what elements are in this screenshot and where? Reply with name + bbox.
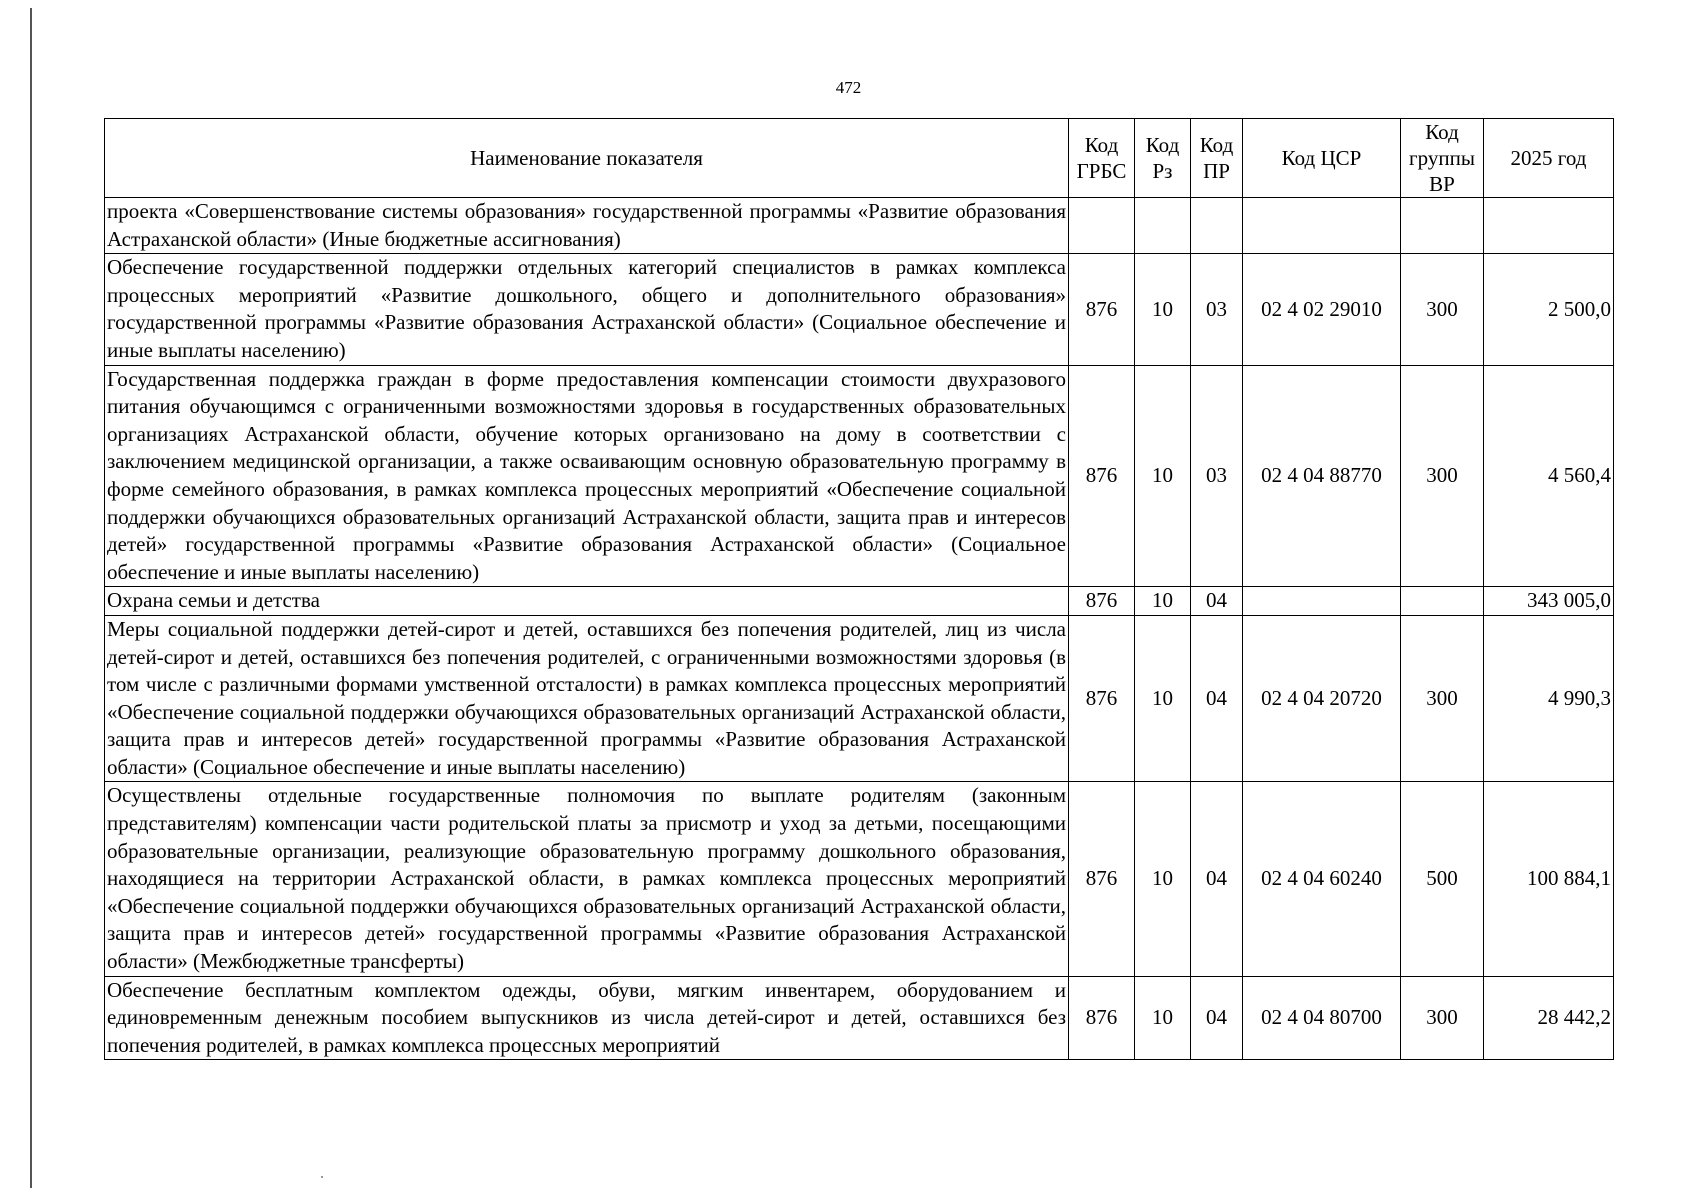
table-row [105,615,1614,782]
row-rz: 10 [1135,976,1191,1060]
row-rz: 10 [1135,365,1191,587]
table-row [105,254,1614,365]
row-rz: 10 [1135,615,1191,782]
row-pr: 04 [1191,976,1243,1060]
scan-speck [321,1176,323,1178]
row-name: Обеспечение бесплатным комплектом одежды, обуви, мягким инвентарем, оборудованием и единовременным денежным пособием выпускников из числа детей-сирот и детей, оставшихся без попечения родителей, в рамках комплекса процессных мероприятий [105,976,1069,1060]
row-sum: 28 442,2 [1484,976,1614,1060]
row-pr: 04 [1191,615,1243,782]
row-pr: 04 [1191,782,1243,976]
row-vr: 300 [1401,254,1484,365]
row-sum: 343 005,0 [1484,587,1614,616]
header-grbs: Код ГРБС [1069,119,1135,198]
row-name: Осуществлены отдельные государственные полномочия по выплате родителям (законным представителям) компенсации части родительской платы за присмотр и уход за детьми, посещающими образовательные организации, реализующие образовательную программу дошкольного образования, находящиеся на территории Астраханской области, в рамках комплекса процессных мероприятий «Обеспечение социальной поддержки обучающихся образовательных организаций Астраханской области, защита прав и интересов детей» государственной программы «Развитие образования Астраханской области» (Межбюджетные трансферты) [105,782,1069,976]
row-sum: 4 990,3 [1484,615,1614,782]
row-sum: 2 500,0 [1484,254,1614,365]
row-csr [1243,587,1401,616]
row-csr: 02 4 04 88770 [1243,365,1401,587]
page-number: 472 [835,78,862,97]
header-vr: Код группы ВР [1401,119,1484,198]
row-vr: 500 [1401,782,1484,976]
row-grbs: 876 [1069,587,1135,616]
row-csr: 02 4 04 80700 [1243,976,1401,1060]
row-vr: 300 [1401,365,1484,587]
row-rz: 10 [1135,782,1191,976]
row-csr [1243,198,1401,254]
row-sum: 4 560,4 [1484,365,1614,587]
row-grbs: 876 [1069,782,1135,976]
row-grbs: 876 [1069,976,1135,1060]
row-csr: 02 4 04 20720 [1243,615,1401,782]
row-csr: 02 4 04 60240 [1243,782,1401,976]
row-vr [1401,587,1484,616]
header-year: 2025 год [1484,119,1614,198]
header-csr: Код ЦСР [1243,119,1401,198]
row-vr [1401,198,1484,254]
row-name: проекта «Совершенствование системы образования» государственной программы «Развитие образования Астраханской области» (Иные бюджетные ассигнования) [105,198,1069,254]
header-name: Наименование показателя [105,119,1069,198]
row-pr: 03 [1191,254,1243,365]
row-rz [1135,198,1191,254]
row-name: Обеспечение государственной поддержки отдельных категорий специалистов в рамках комплекса процессных мероприятий «Развитие дошкольного, общего и дополнительного образования» государственной программы «Развитие образования Астраханской области» (Социальное обеспечение и иные выплаты населению) [105,254,1069,365]
row-name: Меры социальной поддержки детей-сирот и детей, оставшихся без попечения родителей, лиц из числа детей-сирот и детей, оставшихся без попечения родителей, с ограниченными возможностями здоровья (в том числе с различными формами умственной отсталости) в рамках комплекса процессных мероприятий «Обеспечение социальной поддержки обучающихся образовательных организаций Астраханской области, защита прав и интересов детей» государственной программы «Развитие образования Астраханской области» (Социальное обеспечение и иные выплаты населению) [105,615,1069,782]
binding-margin-line [30,8,32,1188]
row-name: Государственная поддержка граждан в форме предоставления компенсации стоимости двухразового питания обучающимся с ограниченными возможностями здоровья в государственных образовательных организациях Астраханской области, обучение которых организовано на дому в соответствии с заключением медицинской организации, а также осваивающим основную образовательную программу в форме семейного образования, в рамках комплекса процессных мероприятий «Обеспечение социальной поддержки обучающихся образовательных организаций Астраханской области, защита прав и интересов детей» государственной программы «Развитие образования Астраханской области» (Социальное обеспечение и иные выплаты населению) [105,365,1069,587]
header-pr: Код ПР [1191,119,1243,198]
row-vr: 300 [1401,976,1484,1060]
row-name: Охрана семьи и детства [105,587,1069,616]
row-grbs: 876 [1069,365,1135,587]
budget-table [104,118,1614,1060]
row-grbs: 876 [1069,615,1135,782]
row-grbs: 876 [1069,254,1135,365]
table-row [105,782,1614,976]
row-grbs [1069,198,1135,254]
table-row [105,587,1614,616]
row-pr: 04 [1191,587,1243,616]
table-row [105,365,1614,587]
row-vr: 300 [1401,615,1484,782]
table-header-row [105,119,1614,198]
table-row [105,198,1614,254]
row-csr: 02 4 02 29010 [1243,254,1401,365]
row-pr: 03 [1191,365,1243,587]
header-rz: Код Рз [1135,119,1191,198]
row-sum: 100 884,1 [1484,782,1614,976]
row-sum [1484,198,1614,254]
row-pr [1191,198,1243,254]
table-row [105,976,1614,1060]
row-rz: 10 [1135,254,1191,365]
row-rz: 10 [1135,587,1191,616]
